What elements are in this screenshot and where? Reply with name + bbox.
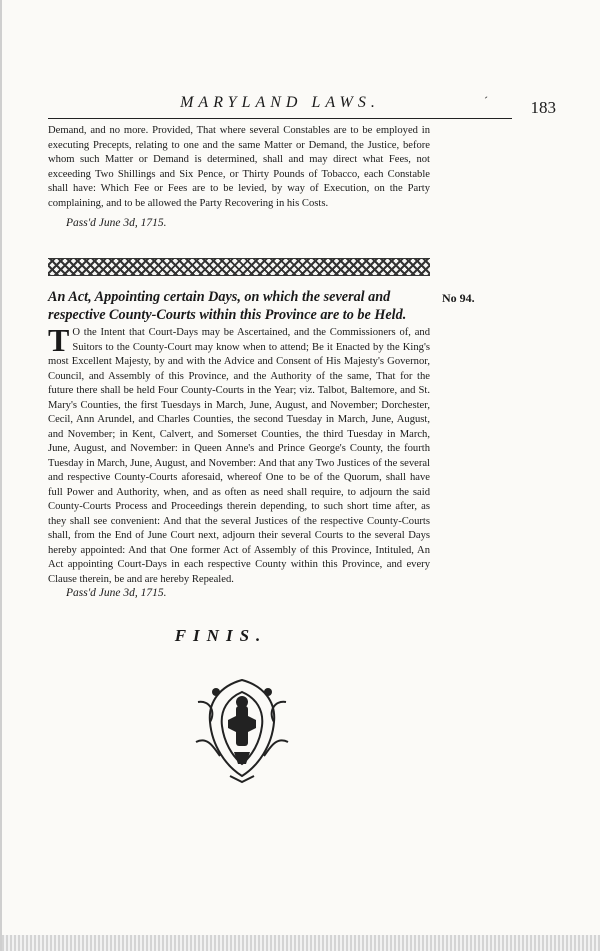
running-header xyxy=(48,92,512,119)
header-mark: ´ xyxy=(484,94,488,108)
act-body-text: O the Intent that Court-Days may be Ascertained, and the Commissioners of, and Suitors to the County-Court may know when to attend; Be it Enacted by the King's most Excellent Majesty, by and with the Advice and Consent of His Majesty's Governor, Council, and Assembly of this Province, and the Authority of the same, That for the future there shall be held Four County-Courts in the Year; viz. Talbot, Baltemore, and St. Mary's Counties, the first Tuesdays in March, June, August, and November; Dorchester, Cecil, Ann Arundel, and Charles Counties, the second Tuesday in March, June, August, and November; in Kent, Calvert, and Somerset Counties, the third Tuesday in March, June, August, and November: in Queen Anne's and Prince George's County, the fourth Tuesday in March, June, August, and November: And that any Two Justices of the several and respective County-Courts aforesaid, whereof One to be of the Quorum, shall have full Power and Authority, when, and as often as need shall require, to adjourn the said County-Courts Process and Proceedings therein depending, to such short time after, as they shall see convenient: And that the several Justices of the respective County-Courts shall, from the End of June Court next, adjourn their several Courts to the several Days hereby appointed: And that One former Act of Assembly of this Province, Intituled, An Act appointing Court-Days in each respective County within this Province, and every Clause therein, be and are hereby Repealed. xyxy=(48,327,430,585)
page-bottom-edge xyxy=(2,935,600,951)
act-body xyxy=(48,322,430,587)
act-number: No 94. xyxy=(442,291,475,305)
page-number: 183 xyxy=(530,98,556,117)
running-title: MARYLAND LAWS. xyxy=(180,94,380,111)
finis-heading: FINIS. xyxy=(174,626,268,645)
tailpiece-ornament-icon xyxy=(190,672,294,784)
continued-paragraph: Demand, and no more. Provided, That where several Constables are to be employed in executing Precepts, relating to one and the same Matter or Demand, the Justice, before whom such Matter or Demand is determined, shall and may direct what Fees, not exceeding Two Shillings and Six Pence, or Thirty Pounds of Tobacco, each Constable shall have: Which Fee or Fees are to be levied, by way of Execution, on the Party complaining, and to be allowed the Party Recovering in his Costs. xyxy=(48,125,430,209)
act-title: An Act, Appointing certain Days, on which the several and respective County-Courts within this Province are to be Held. xyxy=(48,289,407,323)
passed-date-2: Pass'd June 3d, 1715. xyxy=(66,587,167,599)
drop-cap: T xyxy=(48,322,70,358)
passed-date-1: Pass'd June 3d, 1715. xyxy=(66,217,167,229)
ornamental-divider xyxy=(48,258,430,276)
